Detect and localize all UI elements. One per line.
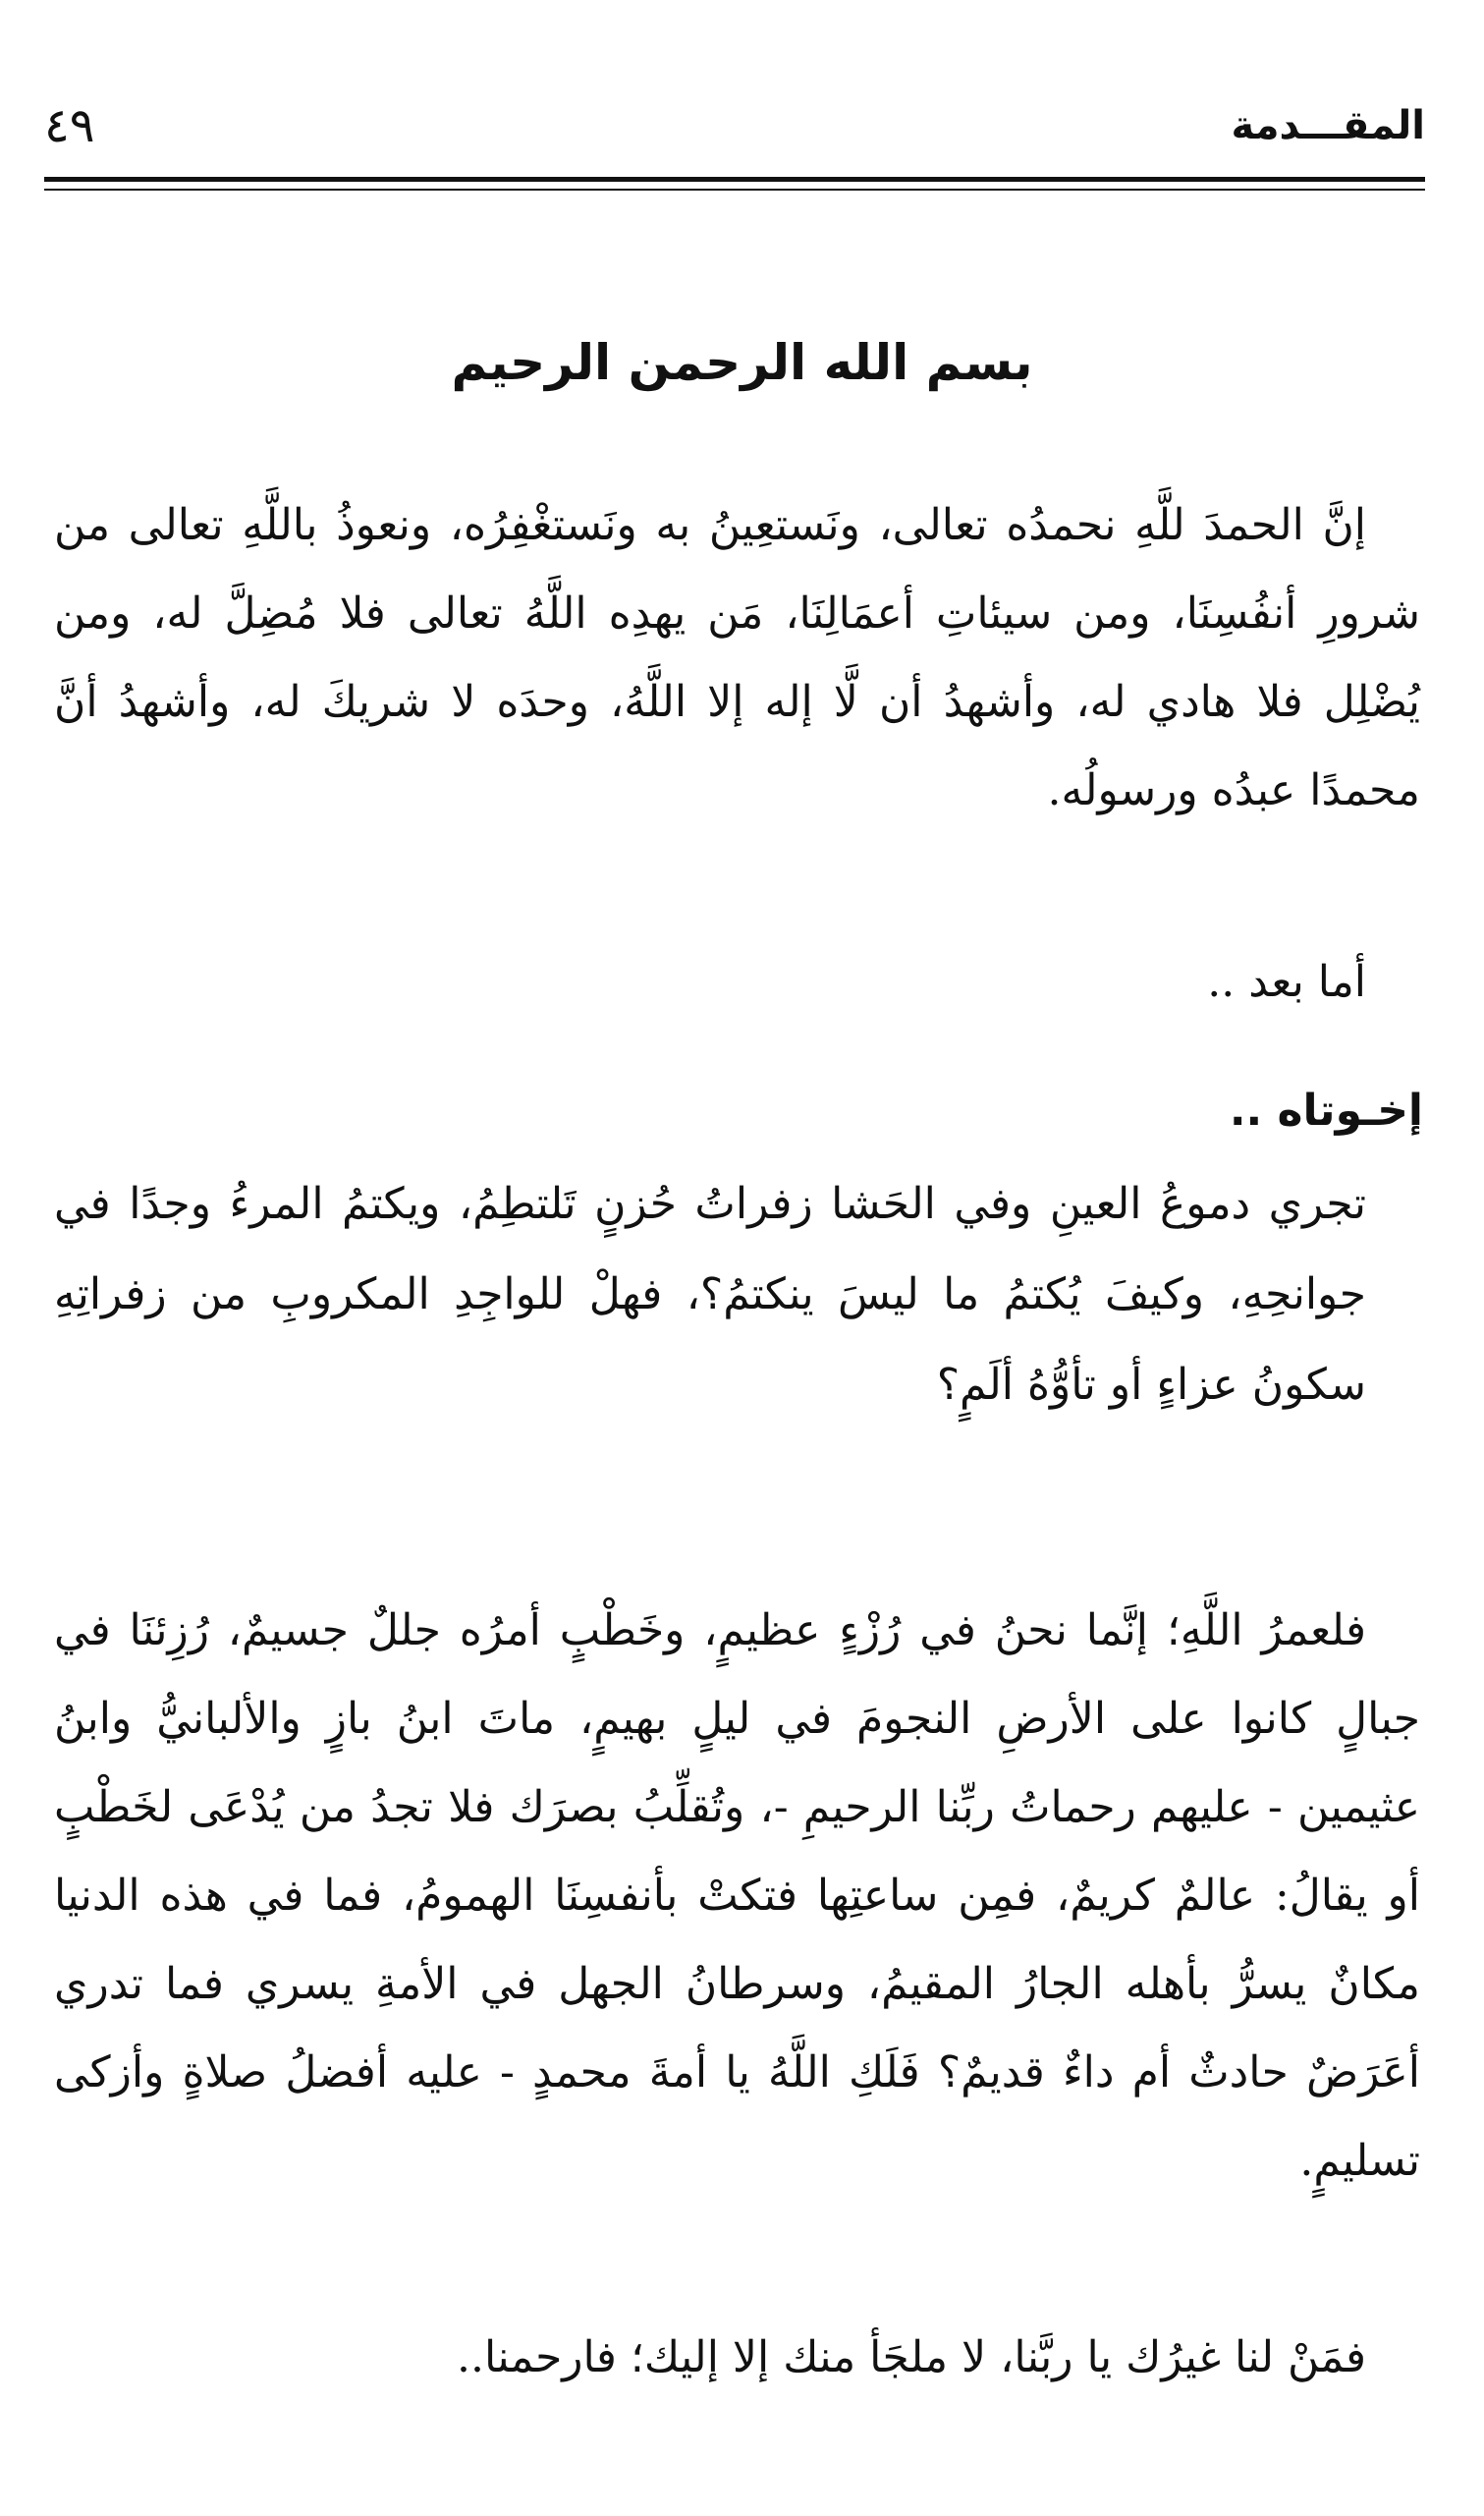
basmala: بسم الله الرحمن الرحيم [451,334,1033,391]
main-paragraph: فلعمرُ اللَّهِ؛ إنَّما نحنُ في رُزْءٍ عظيمٍ، وخَطْبٍ أمرُه جللٌ جسيمٌ، رُزِئنَا في جبالٍ كانوا على الأرضِ النجومَ في ليلٍ بهيمٍ، ماتَ ابنُ بازٍ والألبانيُّ وابنُ عثيمين - عليهم رحماتُ ربِّنا الرحيمِ -، وتُقلِّبُ بصرَك فلا تجدُ من يُدْعَى لخَطْبٍ أو يقالُ: عالمٌ كريمٌ، فمِن ساعتِها فتكتْ بأنفسِنَا الهمومُ، فما في هذه الدنيا مكانٌ يسرُّ بأهله الجارُ المقيمُ، وسرطانُ الجهل في الأمةِ يسري فما تدري أعَرَضٌ حادثٌ أم داءٌ قديمٌ؟ فَلَكِ اللَّهُ يا أمةَ محمدٍ - عليه أفضلُ صلاةٍ وأزكى تسليمٍ. [54,1605,1420,2186]
header-rule-thick [44,177,1425,182]
amma-bad-line: أما بعد .. [1207,957,1366,1007]
poem-paragraph: تجري دموعُ العينِ وفي الحَشا زفراتُ حُزنٍ تَلتطِمُ، ويكتمُ المرءُ وجدًا في جوانحِهِ، وكيفَ يُكتمُ ما ليسَ ينكتمُ؟، فهلْ للواجِدِ المكروبِ من زفراتِهِ سكونُ عزاءٍ أو تأوُّهُ ألَمٍ؟ [54,1179,1366,1410]
chapter-title: المقـــدمة [1231,103,1425,148]
page-number: ٤٩ [44,98,95,153]
opening-paragraph: إنَّ الحمدَ للَّهِ نحمدُه تعالى، ونَستعِينُ به ونَستغْفِرُه، ونعوذُ باللَّهِ تعالى من شرورِ أنفُسِنَا، ومن سيئاتِ أعمَالِنَا، مَن يهدِه اللَّهُ تعالى فلا مُضِلَّ له، ومن يُضْلِل فلا هادي له، وأشهدُ أن لَّا إله إلا اللَّهُ، وحدَه لا شريكَ له، وأشهدُ أنَّ محمدًا عبدُه ورسولُه. [54,500,1420,815]
section-heading: إخـوتاه .. [1229,1086,1423,1136]
header-rule-thin [44,189,1425,191]
closing-paragraph: فمَنْ لنا غيرُك يا ربَّنا، لا ملجَأ منك إلا إليك؛ فارحمنا.. [456,2332,1366,2382]
running-header [44,86,1425,165]
